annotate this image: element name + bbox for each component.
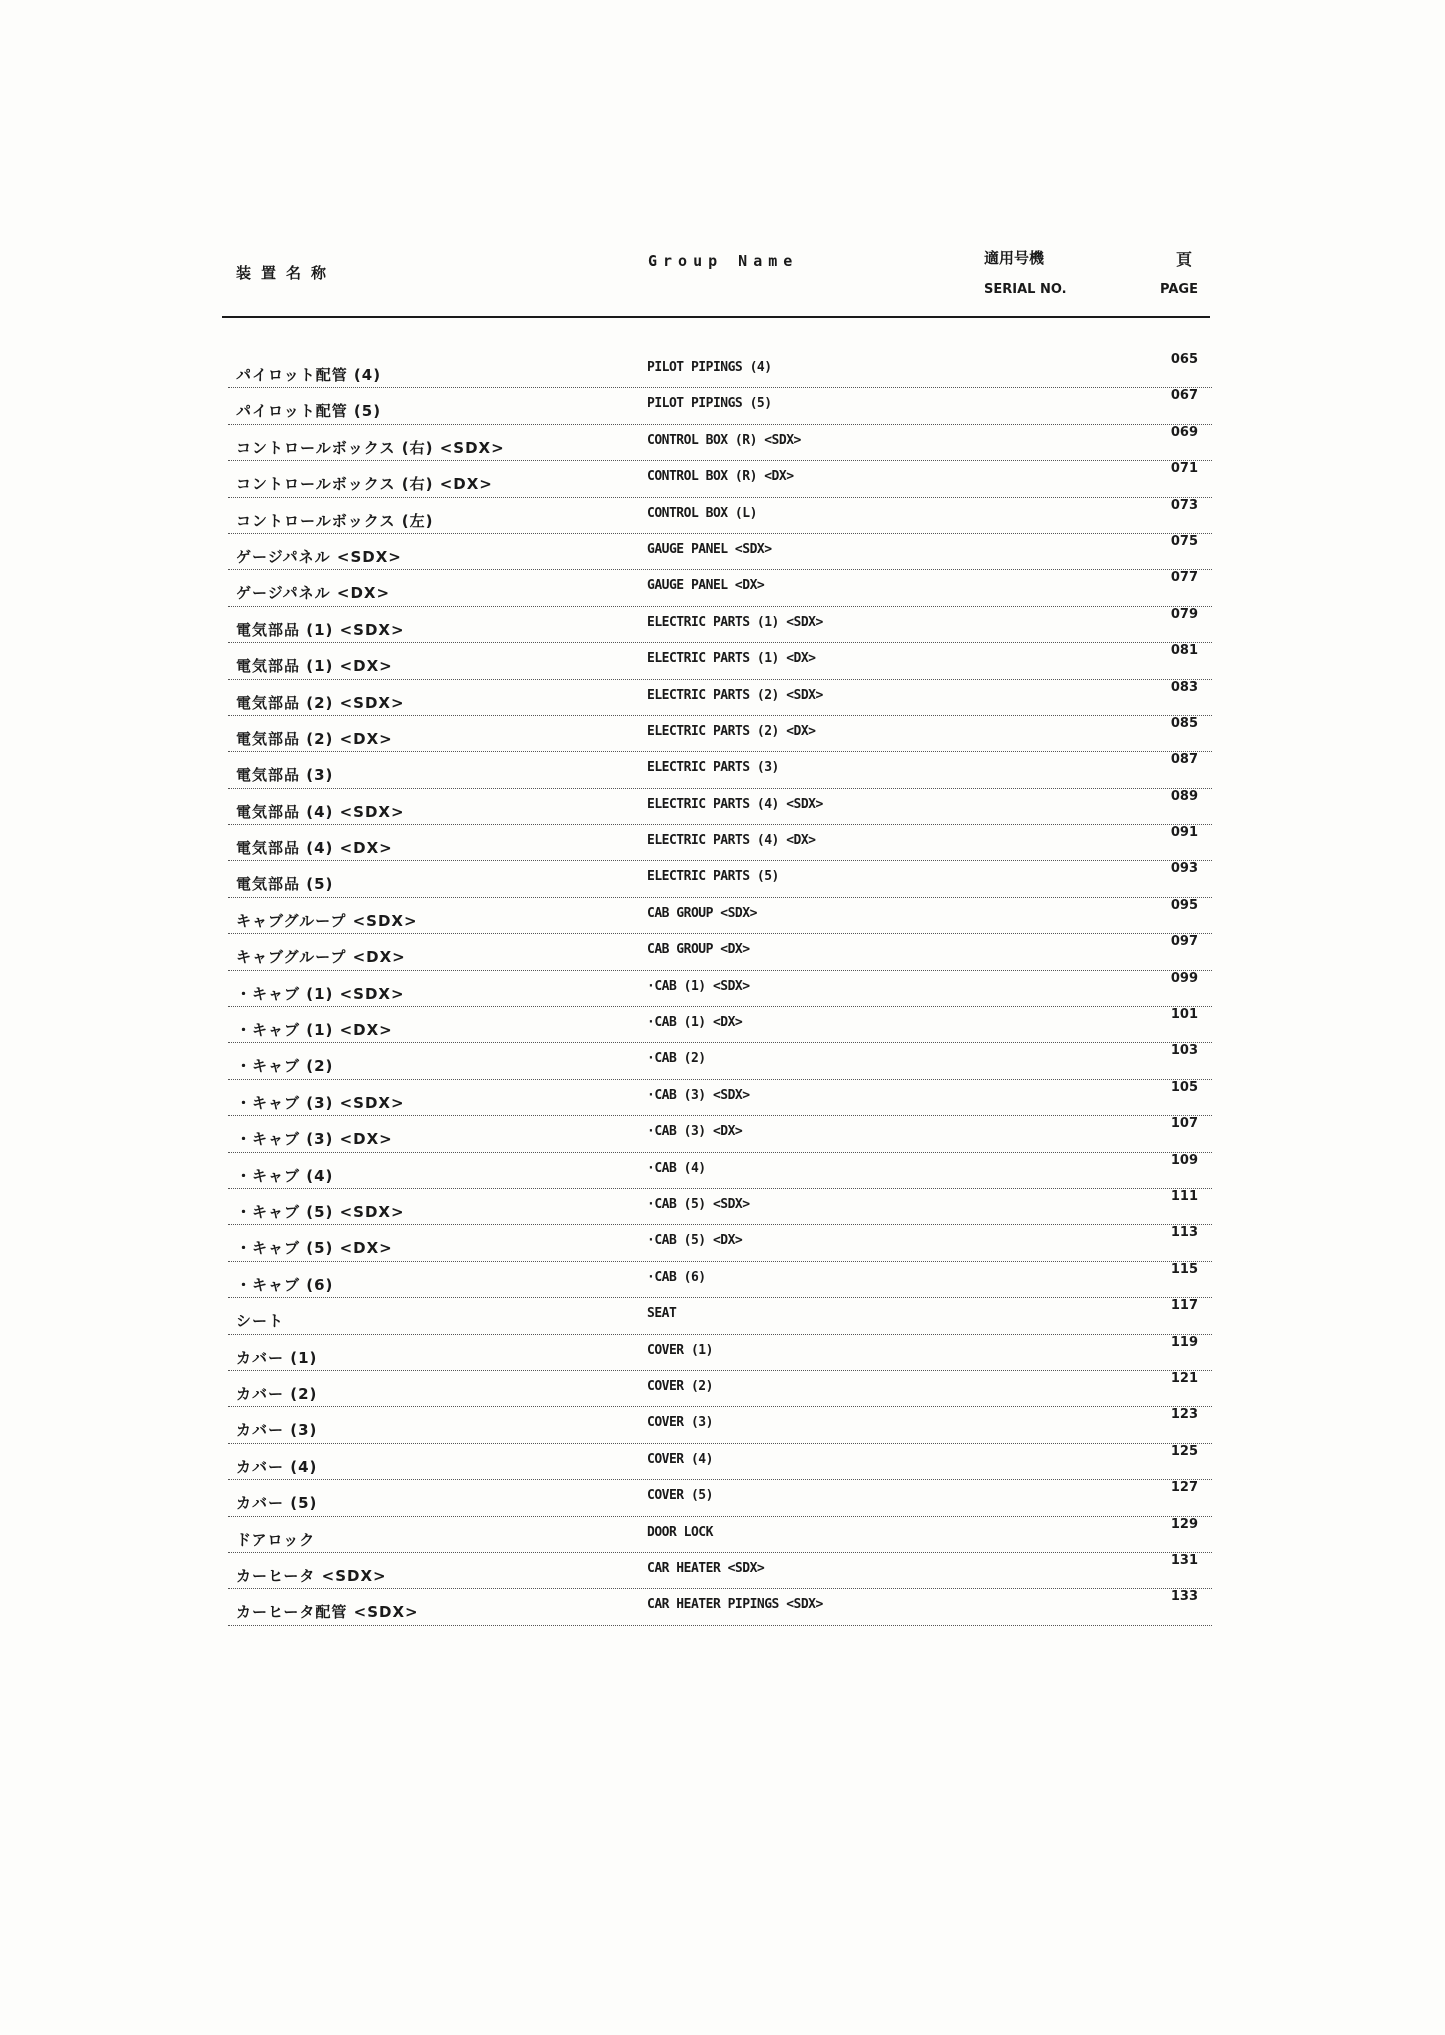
table-row bbox=[228, 388, 1212, 424]
table-row bbox=[228, 680, 1212, 716]
row-jp-name: 電気部品 (4) <SDX> bbox=[236, 802, 405, 821]
row-jp-name: ・キャブ (1) <DX> bbox=[236, 1021, 393, 1040]
table-row bbox=[228, 425, 1212, 461]
table-row bbox=[228, 1189, 1212, 1225]
table-row bbox=[228, 1298, 1212, 1334]
row-jp-name: 電気部品 (1) <SDX> bbox=[236, 620, 405, 639]
header-serial-no: SERIAL NO. bbox=[984, 282, 1067, 297]
table-row bbox=[228, 1335, 1212, 1371]
row-group-name: COVER (4) bbox=[647, 1451, 713, 1467]
row-page-number: 107 bbox=[1170, 1116, 1198, 1132]
table-row bbox=[228, 752, 1212, 788]
row-page-number: 101 bbox=[1170, 1007, 1198, 1023]
row-group-name: COVER (2) bbox=[647, 1378, 713, 1394]
row-group-name: ELECTRIC PARTS (1) <SDX> bbox=[647, 614, 823, 630]
row-group-name: COVER (1) bbox=[647, 1342, 713, 1358]
row-page-number: 109 bbox=[1170, 1152, 1198, 1168]
table-row bbox=[228, 1371, 1212, 1407]
row-jp-name: ・キャブ (2) bbox=[236, 1057, 334, 1076]
row-page-number: 069 bbox=[1170, 424, 1198, 440]
row-jp-name: 電気部品 (1) <DX> bbox=[236, 657, 393, 676]
row-jp-name: シート bbox=[236, 1312, 285, 1331]
row-group-name: GAUGE PANEL <SDX> bbox=[647, 541, 772, 557]
table-row bbox=[228, 789, 1212, 825]
row-page-number: 127 bbox=[1170, 1480, 1198, 1496]
table-row bbox=[228, 934, 1212, 970]
row-jp-name: コントロールボックス (右) <DX> bbox=[236, 475, 493, 494]
row-jp-name: カーヒータ <SDX> bbox=[236, 1566, 387, 1585]
row-jp-name: 電気部品 (5) bbox=[236, 875, 334, 894]
row-jp-name: 電気部品 (2) <DX> bbox=[236, 729, 393, 748]
table-row bbox=[228, 352, 1212, 388]
row-jp-name: ・キャブ (3) <DX> bbox=[236, 1130, 393, 1149]
table-row bbox=[228, 607, 1212, 643]
row-group-name: ·CAB (5) <SDX> bbox=[647, 1196, 750, 1212]
row-jp-name: ・キャブ (5) <SDX> bbox=[236, 1202, 405, 1221]
row-group-name: ·CAB (2) bbox=[647, 1051, 706, 1067]
header-group-name: Group Name bbox=[648, 252, 799, 270]
table-row bbox=[228, 971, 1212, 1007]
table-row bbox=[228, 1517, 1212, 1553]
row-jp-name: ・キャブ (6) bbox=[236, 1275, 334, 1294]
row-group-name: ELECTRIC PARTS (2) <SDX> bbox=[647, 687, 823, 703]
row-group-name: ELECTRIC PARTS (4) <SDX> bbox=[647, 796, 823, 812]
row-jp-name: パイロット配管 (5) bbox=[236, 402, 382, 421]
row-page-number: 065 bbox=[1170, 352, 1198, 367]
row-jp-name: コントロールボックス (右) <SDX> bbox=[236, 438, 505, 457]
row-jp-name: ゲージパネル <SDX> bbox=[236, 547, 402, 566]
table-row bbox=[228, 1444, 1212, 1480]
row-group-name: ELECTRIC PARTS (2) <DX> bbox=[647, 723, 816, 739]
row-group-name: ELECTRIC PARTS (4) <DX> bbox=[647, 833, 816, 849]
row-page-number: 121 bbox=[1170, 1370, 1198, 1386]
row-jp-name: カーヒータ配管 <SDX> bbox=[236, 1603, 419, 1622]
table-row bbox=[228, 1080, 1212, 1116]
table-row bbox=[228, 1007, 1212, 1043]
row-page-number: 087 bbox=[1170, 752, 1198, 768]
row-group-name: DOOR LOCK bbox=[647, 1524, 713, 1540]
row-jp-name: キャブグループ <SDX> bbox=[236, 911, 418, 930]
row-group-name: CAB GROUP <DX> bbox=[647, 942, 750, 958]
header-rule bbox=[222, 316, 1210, 318]
table-row bbox=[228, 1043, 1212, 1079]
row-group-name: ELECTRIC PARTS (3) bbox=[647, 760, 779, 776]
row-page-number: 093 bbox=[1170, 861, 1198, 877]
row-group-name: ·CAB (3) <SDX> bbox=[647, 1087, 750, 1103]
table-row bbox=[228, 643, 1212, 679]
row-group-name: SEAT bbox=[647, 1306, 677, 1322]
row-page-number: 131 bbox=[1170, 1552, 1198, 1568]
header-jp-group-name: 装置名称 bbox=[236, 264, 337, 282]
row-page-number: 089 bbox=[1170, 788, 1198, 804]
table-row bbox=[228, 898, 1212, 934]
table-row bbox=[228, 570, 1212, 606]
index-table bbox=[228, 352, 1212, 1626]
table-row bbox=[228, 825, 1212, 861]
row-jp-name: カバー (5) bbox=[236, 1494, 318, 1513]
row-group-name: CAR HEATER PIPINGS <SDX> bbox=[647, 1597, 823, 1613]
row-page-number: 099 bbox=[1170, 970, 1198, 986]
row-group-name: ·CAB (5) <DX> bbox=[647, 1233, 743, 1249]
table-row bbox=[228, 461, 1212, 497]
row-jp-name: パイロット配管 (4) bbox=[236, 366, 382, 384]
row-jp-name: キャブグループ <DX> bbox=[236, 948, 406, 967]
table-row bbox=[228, 534, 1212, 570]
table-row bbox=[228, 1407, 1212, 1443]
row-group-name: CONTROL BOX (R) <DX> bbox=[647, 469, 794, 485]
table-row bbox=[228, 1262, 1212, 1298]
row-jp-name: カバー (2) bbox=[236, 1384, 318, 1403]
row-page-number: 117 bbox=[1170, 1298, 1198, 1314]
table-row bbox=[228, 498, 1212, 534]
row-page-number: 111 bbox=[1170, 1188, 1198, 1204]
row-group-name: ·CAB (4) bbox=[647, 1160, 706, 1176]
row-jp-name: ・キャブ (1) <SDX> bbox=[236, 984, 405, 1003]
row-group-name: PILOT PIPINGS (4) bbox=[647, 360, 772, 375]
row-group-name: ELECTRIC PARTS (1) <DX> bbox=[647, 651, 816, 667]
table-row bbox=[228, 861, 1212, 897]
row-page-number: 123 bbox=[1170, 1407, 1198, 1423]
row-jp-name: カバー (3) bbox=[236, 1421, 318, 1440]
table-row bbox=[228, 1225, 1212, 1261]
row-page-number: 077 bbox=[1170, 570, 1198, 586]
table-row bbox=[228, 1553, 1212, 1589]
row-page-number: 129 bbox=[1170, 1516, 1198, 1532]
row-group-name: ·CAB (3) <DX> bbox=[647, 1124, 743, 1140]
row-page-number: 091 bbox=[1170, 825, 1198, 841]
row-group-name: CAB GROUP <SDX> bbox=[647, 905, 757, 921]
row-page-number: 125 bbox=[1170, 1443, 1198, 1459]
row-page-number: 081 bbox=[1170, 643, 1198, 659]
row-group-name: COVER (5) bbox=[647, 1488, 713, 1504]
row-group-name: CONTROL BOX (R) <SDX> bbox=[647, 432, 801, 448]
table-row bbox=[228, 716, 1212, 752]
row-group-name: ·CAB (1) <DX> bbox=[647, 1015, 743, 1031]
row-group-name: ELECTRIC PARTS (5) bbox=[647, 869, 779, 885]
row-page-number: 133 bbox=[1170, 1589, 1198, 1605]
row-page-number: 095 bbox=[1170, 897, 1198, 913]
row-page-number: 097 bbox=[1170, 934, 1198, 950]
row-page-number: 113 bbox=[1170, 1225, 1198, 1241]
row-page-number: 067 bbox=[1170, 388, 1198, 404]
row-group-name: PILOT PIPINGS (5) bbox=[647, 396, 772, 412]
table-row bbox=[228, 1589, 1212, 1625]
row-page-number: 105 bbox=[1170, 1079, 1198, 1095]
row-jp-name: 電気部品 (4) <DX> bbox=[236, 839, 393, 858]
row-jp-name: ・キャブ (4) bbox=[236, 1166, 334, 1185]
row-group-name: ·CAB (6) bbox=[647, 1269, 706, 1285]
row-jp-name: ・キャブ (3) <SDX> bbox=[236, 1093, 405, 1112]
row-jp-name: カバー (4) bbox=[236, 1457, 318, 1476]
row-page-number: 115 bbox=[1170, 1261, 1198, 1277]
header-jp-page: 頁 bbox=[1176, 250, 1193, 269]
header-page: PAGE bbox=[1160, 282, 1198, 297]
table-row bbox=[228, 1480, 1212, 1516]
table-row bbox=[228, 1116, 1212, 1152]
row-jp-name: ゲージパネル <DX> bbox=[236, 584, 391, 603]
row-jp-name: 電気部品 (2) <SDX> bbox=[236, 693, 405, 712]
row-group-name: COVER (3) bbox=[647, 1415, 713, 1431]
row-jp-name: カバー (1) bbox=[236, 1348, 318, 1367]
row-page-number: 103 bbox=[1170, 1043, 1198, 1059]
header-jp-serial: 適用号機 bbox=[984, 249, 1045, 267]
row-jp-name: ・キャブ (5) <DX> bbox=[236, 1239, 393, 1258]
row-jp-name: 電気部品 (3) bbox=[236, 766, 334, 785]
row-page-number: 085 bbox=[1170, 715, 1198, 731]
row-group-name: CAR HEATER <SDX> bbox=[647, 1560, 765, 1576]
row-page-number: 079 bbox=[1170, 606, 1198, 622]
row-page-number: 083 bbox=[1170, 679, 1198, 695]
row-jp-name: ドアロック bbox=[236, 1530, 316, 1549]
row-group-name: CONTROL BOX (L) bbox=[647, 505, 757, 521]
row-page-number: 119 bbox=[1170, 1334, 1198, 1350]
row-jp-name: コントロールボックス (左) bbox=[236, 511, 434, 530]
table-row bbox=[228, 1153, 1212, 1189]
row-group-name: ·CAB (1) <SDX> bbox=[647, 978, 750, 994]
row-group-name: GAUGE PANEL <DX> bbox=[647, 578, 765, 594]
row-page-number: 075 bbox=[1170, 533, 1198, 549]
row-page-number: 071 bbox=[1170, 461, 1198, 477]
row-page-number: 073 bbox=[1170, 497, 1198, 513]
